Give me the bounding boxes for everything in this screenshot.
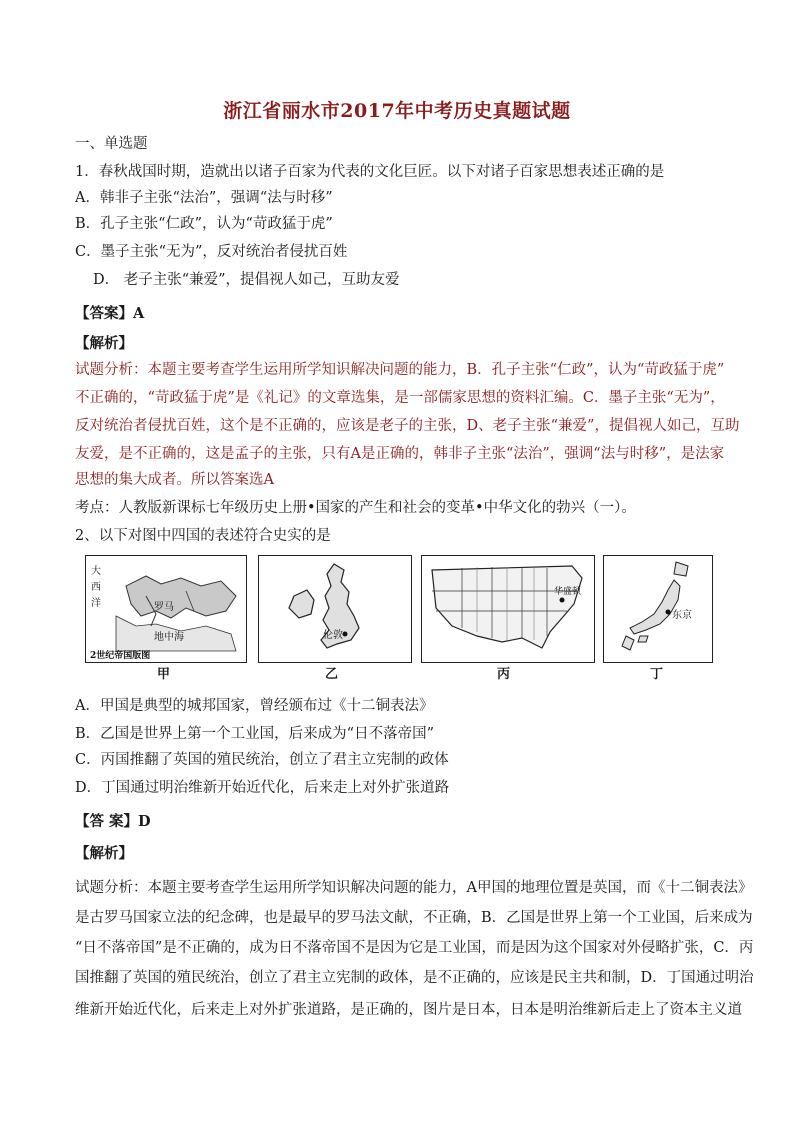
q1-option-b: B．孔子主张“仁政”，认为“苛政猛于虎”: [75, 216, 333, 232]
map-britain: [258, 555, 412, 663]
section-heading: 一、单选题: [75, 136, 148, 152]
map-label: 丙: [497, 667, 511, 682]
map-text: 2世纪帝国版图: [90, 651, 151, 661]
q1-analysis-line: 友爱，是不正确的，这是孟子的主张，只有A是正确的，韩非子主张“法治”，强调“法与时移”，是法家: [75, 446, 725, 462]
map-text: 伦敦: [323, 630, 343, 641]
q1-kaodian: 考点：人教版新课标七年级历史上册•国家的产生和社会的变革•中华文化的勃兴（一）。: [75, 500, 636, 516]
map-text: 罗马: [154, 602, 174, 613]
page-title: 浙江省丽水市2017年中考历史真题试题: [223, 100, 571, 122]
q1-analysis-line: 思想的集大成者。所以答案选A: [75, 472, 274, 488]
q1-option-c: C．墨子主张“无为”，反对统治者侵扰百姓: [75, 244, 348, 260]
q2-option-c: C．丙国推翻了英国的殖民统治，创立了君主立宪制的政体: [75, 752, 449, 768]
q2-analysis-line: 国推翻了英国的殖民统治，创立了君主立宪制的政体，是不正确的，应该是民主共和制，D．丁国通过明治: [75, 970, 754, 986]
q1-stem: 1．春秋战国时期，造就出以诸子百家为代表的文化巨匠。以下对诸子百家思想表述正确的是: [75, 164, 665, 180]
map-text: 大: [91, 566, 101, 577]
q1-option-a: A．韩非子主张“法治”，强调“法与时移”: [75, 190, 333, 206]
map-label: 丁: [650, 667, 664, 682]
q1-analysis-label: 【解析】: [75, 335, 133, 352]
q2-analysis-line: 维新开始近代化，后来走上对外扩张道路，是正确的，图片是日本，日本是明治维新后走上了资本主义道: [75, 1002, 742, 1018]
map-japan: [603, 555, 713, 663]
map-usa: [421, 555, 595, 663]
map-text: 华盛顿: [554, 587, 582, 597]
map-label: 甲: [157, 667, 171, 682]
q2-analysis-label: 【解析】: [75, 845, 133, 862]
q1-option-d: D． 老子主张“兼爱”，提倡视人如己，互助友爱: [93, 272, 400, 288]
q1-answer: 【答案】A: [75, 305, 145, 322]
q1-analysis-line: 试题分析：本题主要考查学生运用所学知识解决问题的能力，B．孔子主张“仁政”，认为“苛政猛于虎”: [75, 362, 725, 378]
q2-analysis-line: 试题分析：本题主要考查学生运用所学知识解决问题的能力，A甲国的地理位置是英国，而《十二铜表法》: [75, 880, 753, 896]
map-text: 西: [91, 582, 101, 593]
q1-analysis-line: 反对统治者侵扰百姓，这个是不正确的，应该是老子的主张，D、老子主张“兼爱”，提倡视人如己，互助: [75, 418, 740, 434]
q2-analysis-line: “日不落帝国”是不正确的，成为日不落帝国不是因为它是工业国，而是因为这个国家对外侵略扩张，C．丙: [75, 940, 754, 956]
map-roman-empire: [85, 555, 247, 663]
q2-stem: 2、以下对图中四国的表述符合史实的是: [75, 528, 331, 544]
map-text: 洋: [91, 598, 101, 609]
q2-option-d: D．丁国通过明治维新开始近代化，后来走上对外扩张道路: [75, 780, 450, 796]
map-figure: [85, 555, 692, 682]
map-label: 乙: [325, 667, 339, 682]
q2-answer: 【答 案】D: [75, 813, 151, 830]
map-text: 地中海: [154, 632, 184, 643]
q2-option-b: B．乙国是世界上第一个工业国，后来成为“日不落帝国”: [75, 726, 434, 742]
q2-option-a: A．甲国是典型的城邦国家，曾经颁布过《十二铜表法》: [75, 698, 434, 714]
map-text: 东京: [672, 610, 692, 621]
q1-analysis-line: 不正确的，“苛政猛于虎”是《礼记》的文章选集，是一部儒家思想的资料汇编。C．墨子主张“无为”，: [75, 390, 725, 406]
q2-analysis-line: 是古罗马国家立法的纪念碑，也是最早的罗马法文献，不正确，B．乙国是世界上第一个工业国，后来成为: [75, 910, 753, 926]
